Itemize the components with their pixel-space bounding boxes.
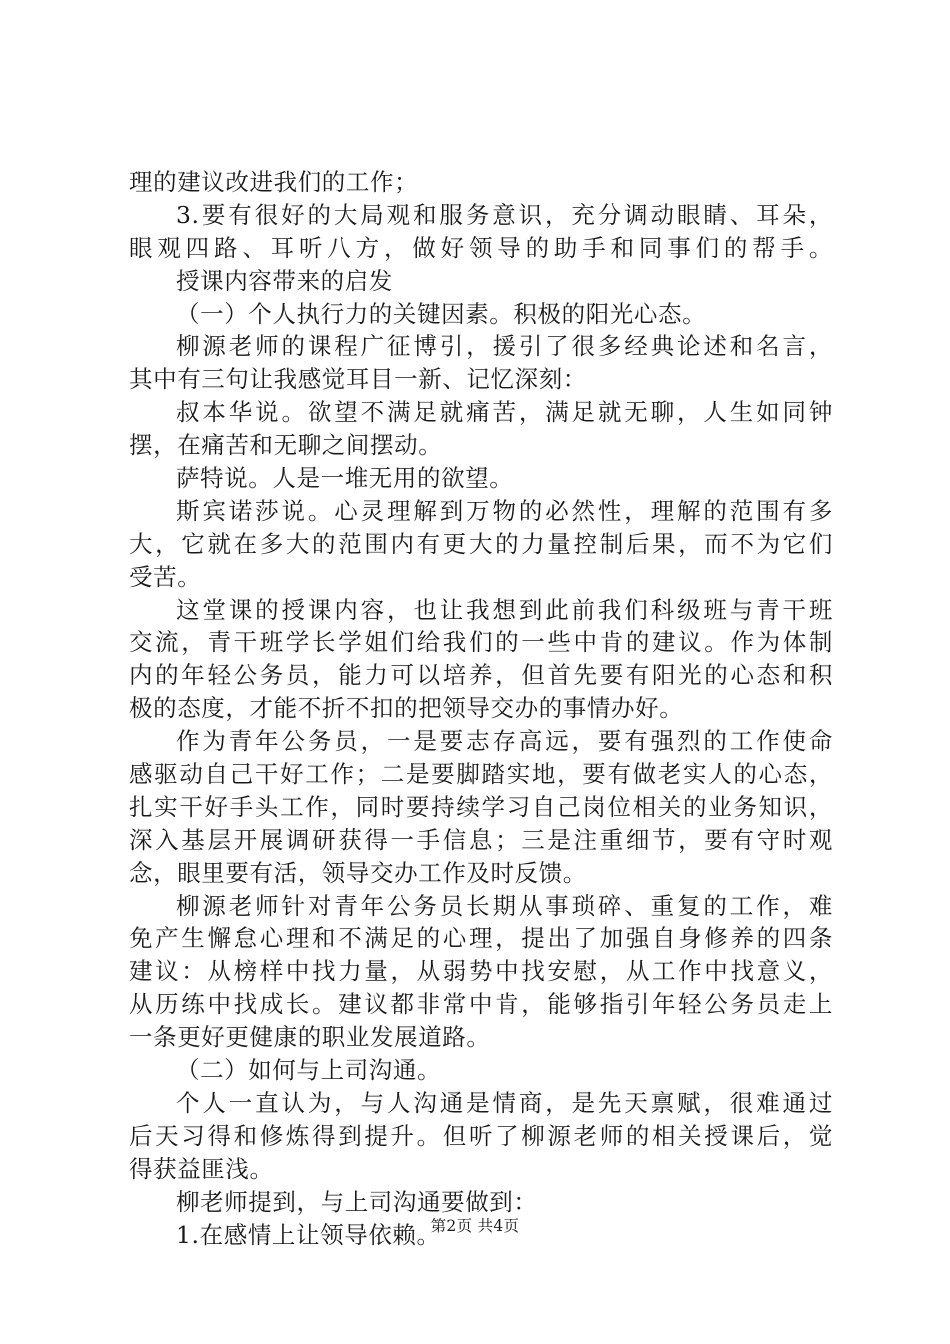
text-line: 免产生懈怠心理和不满足的心理，提出了加强自身修养的四条 <box>129 924 833 953</box>
text-line: 3.要有很好的大局观和服务意识，充分调动眼睛、耳朵， <box>176 200 833 229</box>
text-line: 这堂课的授课内容，也让我想到此前我们科级班与青干班 <box>176 595 833 624</box>
text-line: 眼观四路、耳听八方，做好领导的助手和同事们的帮手。 <box>129 233 833 262</box>
text-line: 内的年轻公务员，能力可以培养，但首先要有阳光的心态和积 <box>129 661 833 690</box>
text-line: 受苦。 <box>129 562 202 591</box>
text-line: 建议：从榜样中找力量，从弱势中找安慰，从工作中找意义， <box>129 957 833 986</box>
text-line: 其中有三句让我感觉耳目一新、记忆深刻： <box>129 365 587 394</box>
page-footer: 第2页 共4页 <box>430 1217 520 1235</box>
text-line: 萨特说。人是一堆无用的欲望。 <box>176 464 514 493</box>
text-line: 1.在感情上让领导依赖。 <box>176 1220 441 1249</box>
text-line: 斯宾诺莎说。心灵理解到万物的必然性，理解的范围有多 <box>176 496 833 525</box>
text-line: 极的态度，才能不折不扣的把领导交办的事情办好。 <box>129 694 684 723</box>
text-line: 理的建议改进我们的工作； <box>129 168 419 196</box>
text-line: 得获益匪浅。 <box>129 1154 274 1183</box>
text-line: 从历练中找成长。建议都非常中肯，能够指引年轻公务员走上 <box>129 990 833 1019</box>
text-line: 感驱动自己干好工作；二是要脚踏实地，要有做老实人的心态， <box>129 760 833 789</box>
text-line: 摆，在痛苦和无聊之间摆动。 <box>129 431 443 460</box>
text-line: 作为青年公务员，一是要志存高远，要有强烈的工作使命 <box>176 727 833 756</box>
text-line: 叔本华说。欲望不满足就痛苦，满足就无聊，人生如同钟 <box>176 398 833 427</box>
text-line: 柳源老师的课程广征博引，援引了很多经典论述和名言， <box>176 332 833 361</box>
text-line: 授课内容带来的启发 <box>176 266 393 295</box>
text-line: （二）如何与上司沟通。 <box>176 1056 442 1085</box>
text-line: 深入基层开展调研获得一手信息；三是注重细节，要有守时观 <box>129 825 833 854</box>
text-line: 交流，青干班学长学姐们给我们的一些中肯的建议。作为体制 <box>129 628 833 657</box>
text-line: 个人一直认为，与人沟通是情商，是先天禀赋，很难通过 <box>176 1088 833 1117</box>
text-line: 柳源老师针对青年公务员长期从事琐碎、重复的工作，难 <box>176 891 833 920</box>
document-body <box>129 166 833 1251</box>
text-line: 后天习得和修炼得到提升。但听了柳源老师的相关授课后，觉 <box>129 1121 833 1150</box>
text-line: 念，眼里要有活，领导交办工作及时反馈。 <box>129 858 587 887</box>
text-line: 柳老师提到，与上司沟通要做到： <box>176 1187 538 1216</box>
text-line: （一）个人执行力的关键因素。积极的阳光心态。 <box>176 299 707 328</box>
text-line: 扎实干好手头工作，同时要持续学习自己岗位相关的业务知识， <box>129 792 833 821</box>
text-line: 一条更好更健康的职业发展道路。 <box>129 1023 491 1052</box>
text-line: 大，它就在多大的范围内有更大的力量控制后果，而不为它们 <box>129 529 833 558</box>
